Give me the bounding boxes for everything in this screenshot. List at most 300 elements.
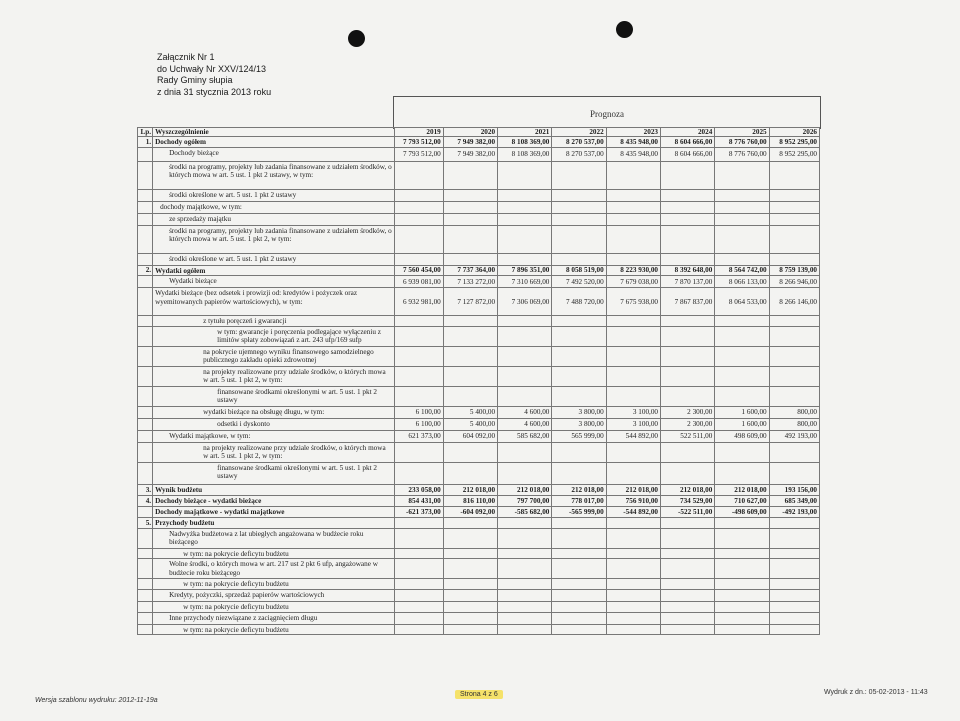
row-value	[443, 213, 497, 225]
table-row	[138, 612, 820, 624]
row-value: 7 679 038,00	[606, 276, 660, 288]
row-value: 756 910,00	[606, 495, 660, 506]
row-value	[769, 442, 819, 462]
row-value	[395, 601, 443, 612]
row-value: 7 560 454,00	[395, 265, 443, 276]
row-lp: 2.	[138, 265, 153, 276]
row-value	[498, 579, 552, 590]
row-value: 585 682,00	[498, 430, 552, 442]
table-row	[138, 442, 820, 462]
row-value	[661, 326, 715, 346]
row-lp	[138, 225, 153, 253]
row-lp	[138, 462, 153, 484]
row-value: 7 867 837,00	[661, 288, 715, 316]
row-value	[443, 548, 497, 559]
row-value	[661, 579, 715, 590]
row-value	[661, 346, 715, 366]
row-description: Nadwyżka budżetowa z lat ubiegłych angażowana w budżecie roku bieżącego	[153, 528, 395, 548]
row-value	[769, 346, 819, 366]
row-value: 685 349,00	[769, 495, 819, 506]
table-row	[138, 386, 820, 406]
row-value: 778 017,00	[552, 495, 606, 506]
table-row	[138, 326, 820, 346]
row-value: 8 604 666,00	[661, 137, 715, 148]
row-value: 8 392 648,00	[661, 265, 715, 276]
row-value	[395, 548, 443, 559]
row-value	[443, 624, 497, 635]
row-value: 5 400,00	[443, 418, 497, 430]
row-value	[443, 161, 497, 189]
row-value	[498, 548, 552, 559]
table-row	[138, 366, 820, 386]
row-value	[443, 225, 497, 253]
row-value	[443, 442, 497, 462]
row-value	[443, 517, 497, 528]
row-value: 7 896 351,00	[498, 265, 552, 276]
table-row	[138, 346, 820, 366]
row-value	[769, 316, 819, 327]
row-value	[395, 161, 443, 189]
table-row	[138, 517, 820, 528]
row-value	[552, 579, 606, 590]
row-value	[715, 346, 769, 366]
row-value: 8 108 369,00	[498, 147, 552, 161]
row-value: 4 600,00	[498, 418, 552, 430]
row-value	[395, 316, 443, 327]
row-description: w tym: na pokrycie deficytu budżetu	[153, 548, 395, 559]
row-value: 565 999,00	[552, 430, 606, 442]
row-value: -492 193,00	[769, 506, 819, 517]
row-value	[606, 528, 660, 548]
row-value	[661, 559, 715, 579]
table-row	[138, 624, 820, 635]
row-value	[661, 442, 715, 462]
row-value	[395, 213, 443, 225]
row-value	[552, 366, 606, 386]
row-value: 8 952 295,00	[769, 147, 819, 161]
row-lp	[138, 213, 153, 225]
row-lp	[138, 288, 153, 316]
row-value: 212 018,00	[443, 484, 497, 495]
table-row	[138, 559, 820, 579]
row-lp	[138, 276, 153, 288]
row-value: 212 018,00	[498, 484, 552, 495]
row-value	[606, 386, 660, 406]
header-year: 2022	[552, 128, 606, 137]
row-value	[606, 601, 660, 612]
row-description: środki określone w art. 5 ust. 1 pkt 2 ustawy	[153, 253, 395, 265]
row-value: 7 793 512,00	[395, 147, 443, 161]
row-value	[715, 225, 769, 253]
row-lp	[138, 366, 153, 386]
row-value	[715, 559, 769, 579]
row-value	[606, 442, 660, 462]
row-value	[661, 225, 715, 253]
row-value	[769, 517, 819, 528]
row-value: 8 952 295,00	[769, 137, 819, 148]
row-value	[498, 612, 552, 624]
row-value	[552, 624, 606, 635]
row-value: 7 949 382,00	[443, 137, 497, 148]
header-lp: Lp.	[138, 128, 153, 137]
row-description: na pokrycie ujemnego wyniku finansowego samodzielnego publicznego zakładu opieki zdrowotnej	[153, 346, 395, 366]
table-row	[138, 430, 820, 442]
row-value	[443, 316, 497, 327]
row-value	[769, 559, 819, 579]
row-description: finansowane środkami określonymi w art. 5 ust. 1 pkt 2 ustawy	[153, 386, 395, 406]
row-value	[395, 462, 443, 484]
row-description: Inne przychody niezwiązane z zaciągnięciem długu	[153, 612, 395, 624]
row-description: finansowane środkami określonymi w art. 5 ust. 1 pkt 2 ustawy	[153, 462, 395, 484]
row-lp	[138, 624, 153, 635]
header-year: 2026	[769, 128, 819, 137]
row-value: 8 270 537,00	[552, 137, 606, 148]
row-value	[552, 201, 606, 213]
row-value: 6 932 981,00	[395, 288, 443, 316]
row-description: w tym: na pokrycie deficytu budżetu	[153, 579, 395, 590]
table-row	[138, 265, 820, 276]
row-value: 854 431,00	[395, 495, 443, 506]
table-row	[138, 528, 820, 548]
row-value	[715, 548, 769, 559]
table-row	[138, 418, 820, 430]
row-lp: 4.	[138, 495, 153, 506]
row-value: 8 064 533,00	[715, 288, 769, 316]
row-lp	[138, 506, 153, 517]
header-year: 2025	[715, 128, 769, 137]
row-value	[606, 253, 660, 265]
row-value	[769, 462, 819, 484]
table-row	[138, 189, 820, 201]
row-value	[769, 225, 819, 253]
punch-hole-right	[616, 21, 633, 38]
row-value	[552, 462, 606, 484]
row-value	[715, 579, 769, 590]
row-value	[498, 601, 552, 612]
row-value: -498 609,00	[715, 506, 769, 517]
row-value: 2 300,00	[661, 418, 715, 430]
row-value	[498, 528, 552, 548]
row-value	[606, 559, 660, 579]
row-value: 212 018,00	[715, 484, 769, 495]
row-value: 4 600,00	[498, 406, 552, 418]
row-value	[395, 589, 443, 601]
row-value	[606, 201, 660, 213]
row-description: dochody majątkowe, w tym:	[153, 201, 395, 213]
table-row	[138, 213, 820, 225]
row-value	[661, 253, 715, 265]
table-row	[138, 601, 820, 612]
row-value	[395, 442, 443, 462]
row-value: 8 604 666,00	[661, 147, 715, 161]
row-value	[443, 612, 497, 624]
row-value: 8 223 930,00	[606, 265, 660, 276]
row-value: 2 300,00	[661, 406, 715, 418]
row-lp	[138, 589, 153, 601]
row-value	[552, 548, 606, 559]
row-value	[498, 442, 552, 462]
row-value: 7 488 720,00	[552, 288, 606, 316]
row-value: 498 609,00	[715, 430, 769, 442]
row-value	[715, 326, 769, 346]
row-value	[498, 366, 552, 386]
row-lp	[138, 189, 153, 201]
row-value	[498, 225, 552, 253]
row-value	[606, 589, 660, 601]
row-value: 193 156,00	[769, 484, 819, 495]
row-value	[443, 189, 497, 201]
row-value	[443, 386, 497, 406]
row-value	[715, 624, 769, 635]
row-value: 621 373,00	[395, 430, 443, 442]
row-value	[395, 559, 443, 579]
row-value	[552, 612, 606, 624]
row-value	[769, 213, 819, 225]
row-lp	[138, 406, 153, 418]
row-value: -544 892,00	[606, 506, 660, 517]
table-row	[138, 462, 820, 484]
row-value	[715, 589, 769, 601]
row-value: 797 700,00	[498, 495, 552, 506]
row-value	[443, 366, 497, 386]
row-value: 7 492 520,00	[552, 276, 606, 288]
row-value	[715, 462, 769, 484]
row-value	[606, 213, 660, 225]
row-value: 212 018,00	[661, 484, 715, 495]
row-value	[606, 189, 660, 201]
row-lp	[138, 147, 153, 161]
row-value	[498, 213, 552, 225]
table-header-row	[138, 128, 820, 137]
row-description: Wynik budżetu	[153, 484, 395, 495]
row-value	[552, 517, 606, 528]
row-value	[498, 326, 552, 346]
row-value	[769, 528, 819, 548]
row-description: na projekty realizowane przy udziale środków, o których mowa w art. 5 ust. 1 pkt 2, w tym:	[153, 366, 395, 386]
table-row	[138, 406, 820, 418]
row-value: 3 800,00	[552, 418, 606, 430]
table-row	[138, 225, 820, 253]
row-value	[552, 225, 606, 253]
row-description: Wydatki bieżące	[153, 276, 395, 288]
row-value	[715, 517, 769, 528]
row-value	[395, 612, 443, 624]
row-value	[661, 189, 715, 201]
row-value: 710 627,00	[715, 495, 769, 506]
forecast-header-box	[393, 96, 821, 129]
row-value	[498, 316, 552, 327]
row-value	[661, 316, 715, 327]
row-description: Dochody bieżące - wydatki bieżące	[153, 495, 395, 506]
row-description: Dochody bieżące	[153, 147, 395, 161]
row-value	[498, 624, 552, 635]
row-value	[552, 589, 606, 601]
row-value	[661, 624, 715, 635]
table-row	[138, 589, 820, 601]
row-description: w tym: gwarancje i poręczenia podlegające wyłączeniu z limitów spłaty zobowiązań z art. 243 ufp/169 sufp	[153, 326, 395, 346]
template-version: Wersja szablonu wydruku: 2012-11-19a	[35, 697, 158, 704]
table-row	[138, 548, 820, 559]
print-date: Wydruk z dn.: 05-02-2013 - 11:43	[824, 689, 928, 696]
row-value: 7 310 669,00	[498, 276, 552, 288]
row-value	[661, 161, 715, 189]
row-value: 7 675 938,00	[606, 288, 660, 316]
table-row	[138, 495, 820, 506]
row-value: 233 058,00	[395, 484, 443, 495]
row-value	[552, 161, 606, 189]
row-value	[552, 442, 606, 462]
row-value	[715, 253, 769, 265]
header-year: 2024	[661, 128, 715, 137]
row-value	[443, 579, 497, 590]
row-value	[498, 253, 552, 265]
row-value	[769, 612, 819, 624]
row-value: 3 800,00	[552, 406, 606, 418]
row-value	[552, 601, 606, 612]
budget-forecast-table	[137, 127, 820, 635]
row-lp	[138, 201, 153, 213]
table-row	[138, 288, 820, 316]
row-value	[395, 326, 443, 346]
row-value	[552, 213, 606, 225]
attachment-title: Załącznik Nr 1	[157, 52, 215, 62]
header-year: 2021	[498, 128, 552, 137]
row-value	[769, 326, 819, 346]
row-value: 3 100,00	[606, 418, 660, 430]
row-value	[395, 528, 443, 548]
document-header	[157, 52, 271, 98]
row-value	[661, 601, 715, 612]
row-value: 8 564 742,00	[715, 265, 769, 276]
row-value: 800,00	[769, 406, 819, 418]
header-year: 2020	[443, 128, 497, 137]
row-value: 522 511,00	[661, 430, 715, 442]
row-value	[552, 189, 606, 201]
header-year: 2023	[606, 128, 660, 137]
row-value: 7 949 382,00	[443, 147, 497, 161]
row-description: wydatki bieżące na obsługę długu, w tym:	[153, 406, 395, 418]
row-value	[552, 346, 606, 366]
row-value	[606, 366, 660, 386]
row-value: 8 108 369,00	[498, 137, 552, 148]
row-value: 8 759 139,00	[769, 265, 819, 276]
row-value: 8 266 146,00	[769, 288, 819, 316]
row-value	[498, 559, 552, 579]
resolution-date: z dnia 31 stycznia 2013 roku	[157, 86, 272, 97]
row-value	[395, 253, 443, 265]
row-value	[395, 624, 443, 635]
row-description: w tym: na pokrycie deficytu budżetu	[153, 624, 395, 635]
row-value: 8 066 133,00	[715, 276, 769, 288]
row-value	[769, 548, 819, 559]
row-value: 5 400,00	[443, 406, 497, 418]
row-value	[715, 161, 769, 189]
row-value: 8 435 948,00	[606, 137, 660, 148]
row-value: 816 110,00	[443, 495, 497, 506]
row-value	[498, 517, 552, 528]
row-description: odsetki i dyskonto	[153, 418, 395, 430]
row-lp	[138, 442, 153, 462]
row-value: 7 870 137,00	[661, 276, 715, 288]
row-description: Kredyty, pożyczki, sprzedaż papierów wartościowych	[153, 589, 395, 601]
row-description: na projekty realizowane przy udziale środków, o których mowa w art. 5 ust. 1 pkt 2, w tym:	[153, 442, 395, 462]
row-value	[715, 189, 769, 201]
table-row	[138, 201, 820, 213]
row-value	[769, 201, 819, 213]
row-lp	[138, 316, 153, 327]
row-value	[395, 517, 443, 528]
page-number: Strona 4 z 6	[455, 690, 503, 699]
row-lp: 1.	[138, 137, 153, 148]
row-value: 7 306 069,00	[498, 288, 552, 316]
row-value	[715, 528, 769, 548]
council-name: Rady Gminy słupia	[157, 75, 233, 86]
row-value: 212 018,00	[606, 484, 660, 495]
row-value	[769, 253, 819, 265]
row-description: środki na programy, projekty lub zadania finansowane z udziałem środków, o których mowa w art. 5 ust. 1 pkt 2 ustawy, w tym:	[153, 161, 395, 189]
row-lp	[138, 161, 153, 189]
row-value: 1 600,00	[715, 406, 769, 418]
row-value	[552, 316, 606, 327]
row-value: -565 999,00	[552, 506, 606, 517]
row-description: Przychody budżetu	[153, 517, 395, 528]
row-value	[395, 346, 443, 366]
row-value	[606, 346, 660, 366]
row-value	[395, 386, 443, 406]
row-value	[443, 326, 497, 346]
row-value: 8 435 948,00	[606, 147, 660, 161]
row-value	[769, 624, 819, 635]
row-lp	[138, 528, 153, 548]
row-value	[769, 579, 819, 590]
table-row	[138, 137, 820, 148]
row-value	[395, 579, 443, 590]
row-lp	[138, 386, 153, 406]
row-value: 492 193,00	[769, 430, 819, 442]
row-value	[715, 601, 769, 612]
row-value: 3 100,00	[606, 406, 660, 418]
row-value	[395, 189, 443, 201]
row-lp	[138, 579, 153, 590]
row-description: Dochody majątkowe - wydatki majątkowe	[153, 506, 395, 517]
row-value	[769, 366, 819, 386]
row-value	[395, 366, 443, 386]
row-value	[661, 213, 715, 225]
row-value	[661, 386, 715, 406]
row-value: -585 682,00	[498, 506, 552, 517]
row-value	[661, 612, 715, 624]
forecast-label: Prognoza	[590, 109, 624, 119]
row-value	[715, 316, 769, 327]
row-description: Wolne środki, o których mowa w art. 217 ust 2 pkt 6 ufp, angażowane w budżecie roku bieżącego	[153, 559, 395, 579]
row-lp	[138, 559, 153, 579]
row-lp	[138, 601, 153, 612]
row-value: 7 133 272,00	[443, 276, 497, 288]
row-value	[498, 161, 552, 189]
row-value	[552, 528, 606, 548]
row-value	[606, 161, 660, 189]
row-description: z tytułu poręczeń i gwarancji	[153, 316, 395, 327]
row-value	[715, 201, 769, 213]
row-value: 7 737 364,00	[443, 265, 497, 276]
row-value	[498, 189, 552, 201]
row-value	[606, 316, 660, 327]
row-value: 734 529,00	[661, 495, 715, 506]
row-description: ze sprzedaży majątku	[153, 213, 395, 225]
row-value	[498, 201, 552, 213]
row-value	[661, 366, 715, 386]
row-value	[395, 201, 443, 213]
